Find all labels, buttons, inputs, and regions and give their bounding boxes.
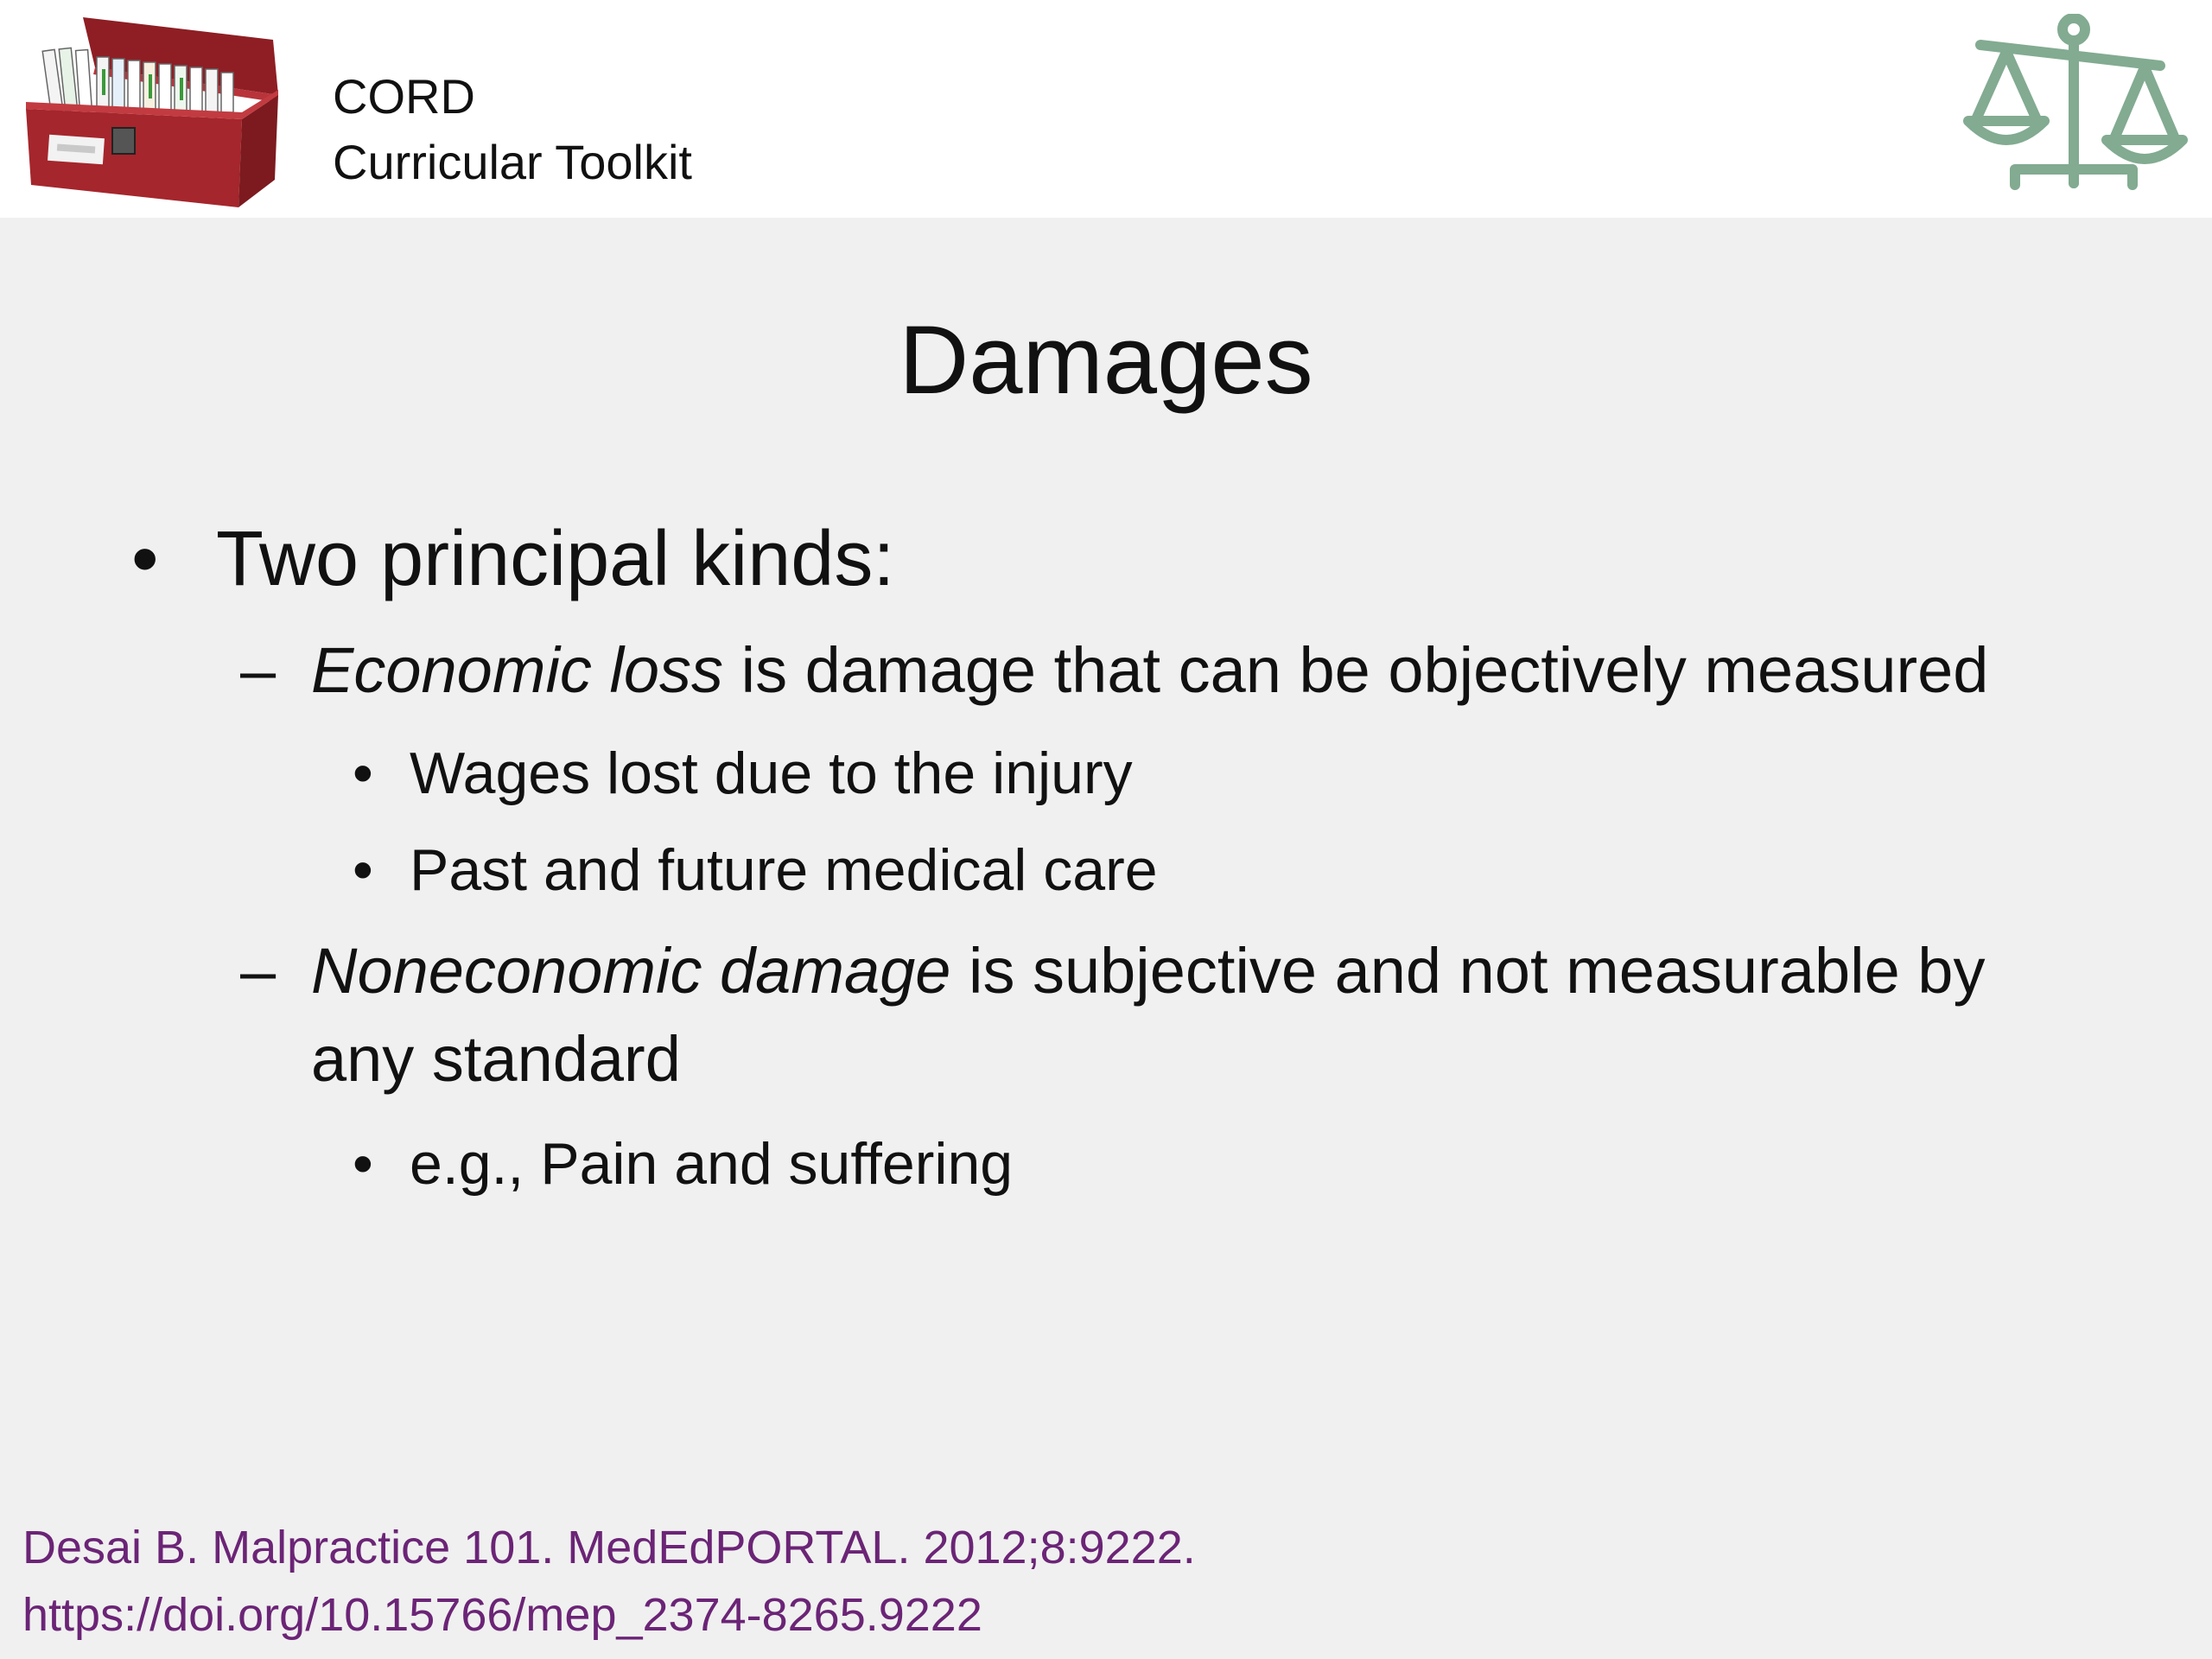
- citation: [22, 1514, 1196, 1649]
- slide-title: Damages: [899, 306, 1313, 414]
- bullet-marker: •: [353, 741, 373, 806]
- economic-loss-term: Economic loss: [311, 634, 724, 706]
- citation-link[interactable]: https://doi.org/10.15766/mep_2374-8265.9222: [22, 1589, 982, 1641]
- item-wages-lost: Wages lost due to the injury: [410, 741, 1133, 806]
- sub-bullet-noneconomic-damage: [311, 928, 1985, 1014]
- item-medical-care: Past and future medical care: [410, 837, 1158, 903]
- brand-line-1: CORD: [333, 69, 475, 124]
- dash-marker: –: [240, 935, 276, 1007]
- bullet-marker: •: [131, 516, 159, 602]
- bullet-marker: •: [353, 837, 373, 903]
- brand-line-2: Curricular Toolkit: [333, 135, 692, 189]
- bullet-two-principal-kinds: Two principal kinds:: [216, 516, 895, 602]
- citation-line-1: Desai B. Malpractice 101. MedEdPORTAL. 2012;8:9222.: [22, 1522, 1196, 1573]
- sub-bullet-noneconomic-continuation: any standard: [311, 1023, 681, 1095]
- item-pain-and-suffering: e.g., Pain and suffering: [410, 1131, 1014, 1197]
- noneconomic-damage-definition: is subjective and not measurable by: [950, 935, 1986, 1007]
- noneconomic-damage-term: Noneconomic damage: [311, 935, 951, 1007]
- bullet-marker: •: [353, 1131, 373, 1197]
- sub-bullet-economic-loss: [311, 627, 1988, 714]
- economic-loss-definition: is damage that can be objectively measured: [723, 634, 1989, 706]
- dash-marker: –: [240, 634, 276, 706]
